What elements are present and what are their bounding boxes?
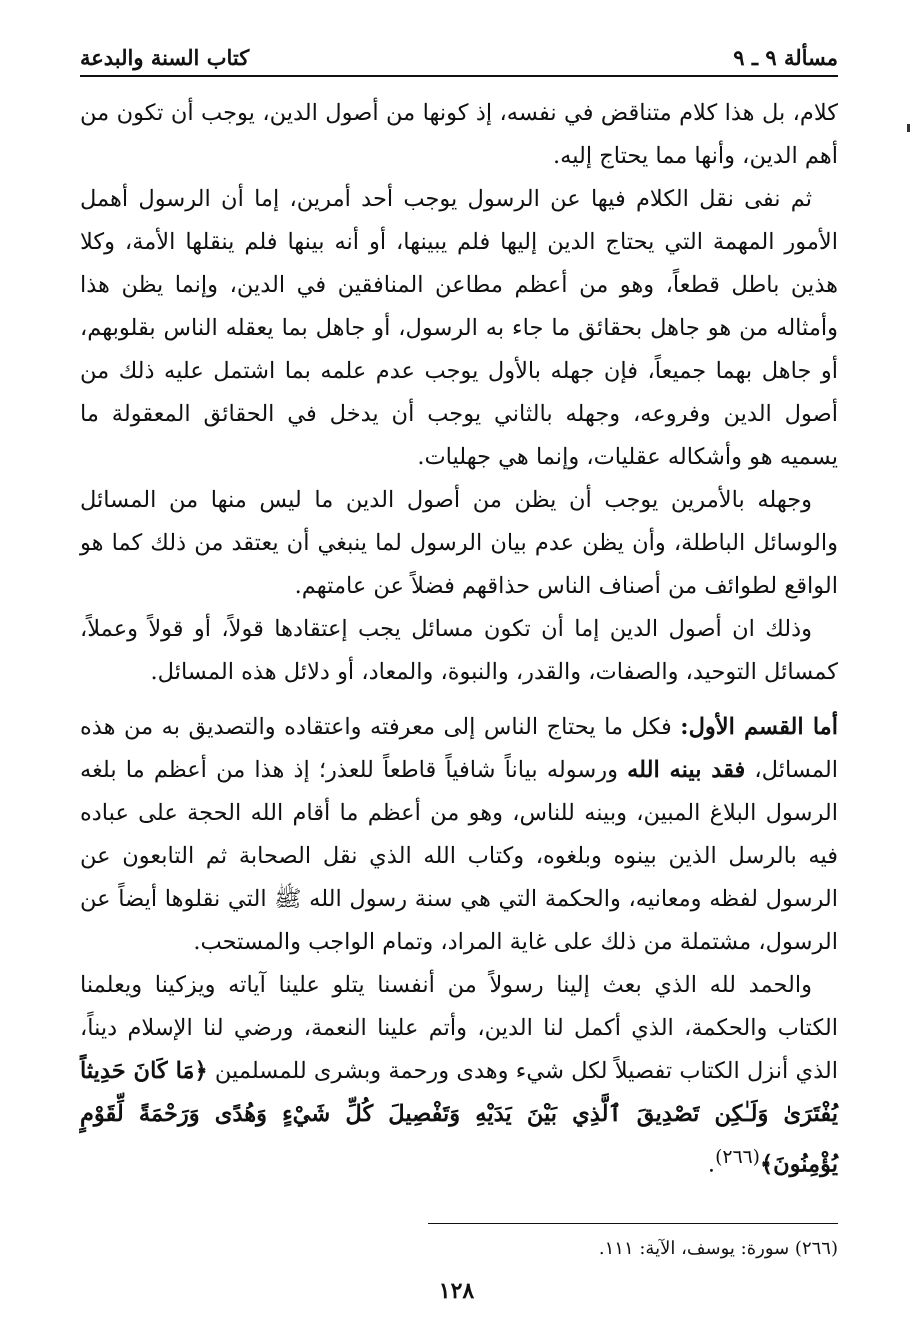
footnote: (٢٦٦) سورة: يوسف، الآية: ١١١. (598, 1238, 838, 1259)
paragraph-6 (80, 964, 838, 1187)
header-rule (80, 75, 838, 77)
footnote-ref: (٢٦٦) (715, 1147, 760, 1168)
scan-edge-mark (907, 124, 910, 132)
running-header (80, 36, 838, 70)
paragraph-6-text: والحمد لله الذي بعث إلينا رسولاً من أنفسنا يتلو علينا آياته ويزكينا ويعلمنا الكتاب والحكمة، الذي أكمل لنا الدين، وأتم علينا النعمة، ورضي لنا الإسلام ديناً، الذي أنزل الكتاب تفصيلاً لكل شيء وهدى ورحمة وبشرى للمسلمين (80, 972, 838, 1084)
paragraph-3: وجهله بالأمرين يوجب أن يظن من أصول الدين ما ليس منها من المسائل والوسائل الباطلة، وأن يظن عدم بيان الرسول لما ينبغي أن يعتقد من ذلك كما هو الواقع لطوائف من أصناف الناس حذاقهم فضلاً عن عامتهم. (80, 487, 838, 599)
footnote-rule (428, 1223, 838, 1224)
paragraph-5-text-c: ورسوله بياناً شافياً قاطعاً للعذر؛ إذ هذا من أعظم ما بلغه الرسول البلاغ المبين، وبينه للناس، وهو من أعظم ما أقام الله الحجة على عباده فيه بالرسل الذين بينوه وبلغوه، وكتاب الله الذي نقل الصحابة ثم التابعون عن الرسول لفظه ومعانيه، والحكمة التي هي سنة رسول الله ﷺ التي نقلوها أيضاً عن الرسول، مشتملة من ذلك على غاية المراد، وتمام الواجب والمستحب. (80, 757, 838, 955)
paragraph-1: كلام، بل هذا كلام متناقض في نفسه، إذ كونها من أصول الدين، يوجب أن تكون من أهم الدين، وأنها مما يحتاج إليه. (80, 100, 838, 169)
page-number: ١٢٨ (438, 1278, 475, 1304)
paragraph-5-emphasis: فقد بينه الله (627, 757, 746, 783)
paragraph-6-end: . (707, 1151, 716, 1178)
paragraph-2: ثم نفى نقل الكلام فيها عن الرسول يوجب أحد أمرين، إما أن الرسول أهمل الأمور المهمة التي يحتاج الدين إليها فلم يبينها، أو أنه بينها فلم ينقلها الأمة، وكلا هذين باطل قطعاً، وهو من أعظم مطاعن المنافقين في الدين، وإنما يظن هذا وأمثاله من هو جاهل بحقائق ما جاء به الرسول، أو جاهل بما يعقله الناس بقلوبهم، أو جاهل بهما جميعاً، فإن جهله بالأول يوجب عدم علمه بما اشتمل عليه ذلك من أصول الدين وفروعه، وجهله بالثاني يوجب أن يدخل في الحقائق المعقولة ما يسميه هو وأشكاله عقليات، وإنما هي جهليات. (80, 186, 838, 470)
quran-verse: ﴿مَا كَانَ حَدِيثاً يُفْتَرَىٰ وَلَـٰكِن تَصْدِيقَ ٱلَّذِي بَيْنَ يَدَيْهِ وَتَفْصِيلَ كُلِّ شَيْءٍ وَهُدًى وَرَحْمَةً لِّقَوْمٍ يُؤْمِنُونَ﴾ (80, 1058, 838, 1178)
paragraph-4: وذلك ان أصول الدين إما أن تكون مسائل يجب إعتقادها قولاً، أو قولاً وعملاً، كمسائل التوحيد، والصفات، والقدر، والنبوة، والمعاد، أو دلائل هذه المسائل. (80, 616, 838, 685)
chapter-label: مسألة ٩ ـ ٩ (733, 45, 838, 70)
paragraph-5 (80, 706, 838, 964)
section-heading: أما القسم الأول: (680, 714, 838, 740)
main-text (80, 92, 838, 1187)
book-title: كتاب السنة والبدعة (80, 45, 250, 70)
paragraph-5-text-a: فكل ما يحتاج الناس إلى معرفته واعتقاده والتصديق به من هذه المسائل، (80, 714, 839, 783)
